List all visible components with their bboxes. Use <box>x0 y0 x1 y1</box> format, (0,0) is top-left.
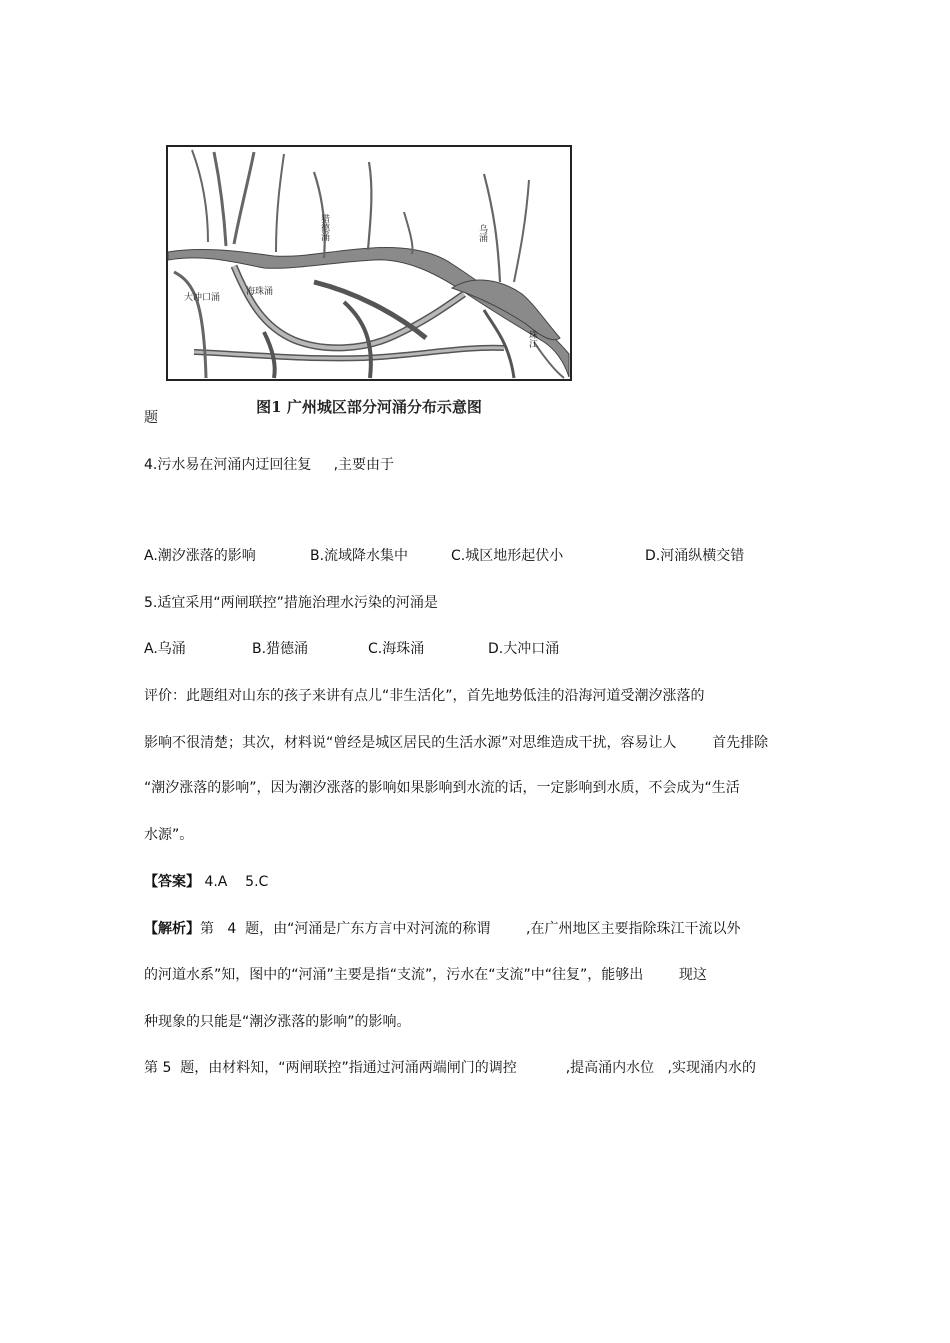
analysis-line-2: 的河道水系”知，图中的“河涌”主要是指“支流”，污水在“支流”中“往复”，能够出 现这 <box>144 967 707 983</box>
analysis-line-3: 种现象的只能是“潮汐涨落的影响”的影响。 <box>144 1014 411 1030</box>
analysis-text-1: 第 4 题，由“河涌是广东方言中对河流的称谓 ,在广州地区主要指除珠江干流以外 <box>200 921 741 937</box>
q4-stem: 4.污水易在河涌内迂回往复 ,主要由于 <box>144 457 395 473</box>
q4-option-c: C.城区地形起伏小 <box>451 548 564 564</box>
q5-option-a: A.乌涌 <box>144 641 186 657</box>
label-haizhu: 海珠涌 <box>246 287 274 297</box>
label-dachongkou: 大冲口涌 <box>184 293 221 303</box>
label-wu: 乌涌 <box>477 224 487 242</box>
answer-text: 4.A 5.C <box>200 874 269 890</box>
comment-line-2: 影响不很清楚；其次，材料说“曾经是城区居民的生活水源”对思维造成干扰，容易让人 首先排除 <box>144 735 769 751</box>
analysis-line-1 <box>144 919 740 939</box>
q5-option-d: D.大冲口涌 <box>488 641 560 657</box>
river-map <box>164 142 574 424</box>
q5-stem: 5.适宜采用“两闸联控”措施治理水污染的河涌是 <box>144 595 438 611</box>
q5-option-c: C.海珠涌 <box>368 641 425 657</box>
q4-option-d: D.河涌纵横交错 <box>645 548 745 564</box>
label-liede: 猎德涌 <box>319 214 329 241</box>
comment-line-4: 水源”。 <box>144 827 194 843</box>
q5-option-b: B.猎德涌 <box>252 641 309 657</box>
stray-label: 题 <box>144 410 158 426</box>
q4-option-b: B.流域降水集中 <box>310 548 409 564</box>
label-zhujiang: 珠江 <box>527 330 537 348</box>
analysis-line-4: 第 5 题，由材料知，“两闸联控”指通过河涌两端闸门的调控 ,提高涌内水位 ,实现涌内水的 <box>144 1060 756 1076</box>
analysis-label: 【解析】 <box>144 921 200 937</box>
figure-caption: 图1 广州城区部分河涌分布示意图 <box>256 398 482 416</box>
answer-label: 【答案】 <box>144 874 200 890</box>
river-map-figure <box>164 142 574 424</box>
comment-line-3: “潮汐涨落的影响”，因为潮汐涨落的影响如果影响到水流的话，一定影响到水质，不会成为“生活 <box>144 780 740 796</box>
answer-line <box>144 872 268 892</box>
comment-line-1: 评价：此题组对山东的孩子来讲有点儿“非生活化”，首先地势低洼的沿海河道受潮汐涨落的 <box>144 688 705 704</box>
q4-option-a: A.潮汐涨落的影响 <box>144 548 256 564</box>
